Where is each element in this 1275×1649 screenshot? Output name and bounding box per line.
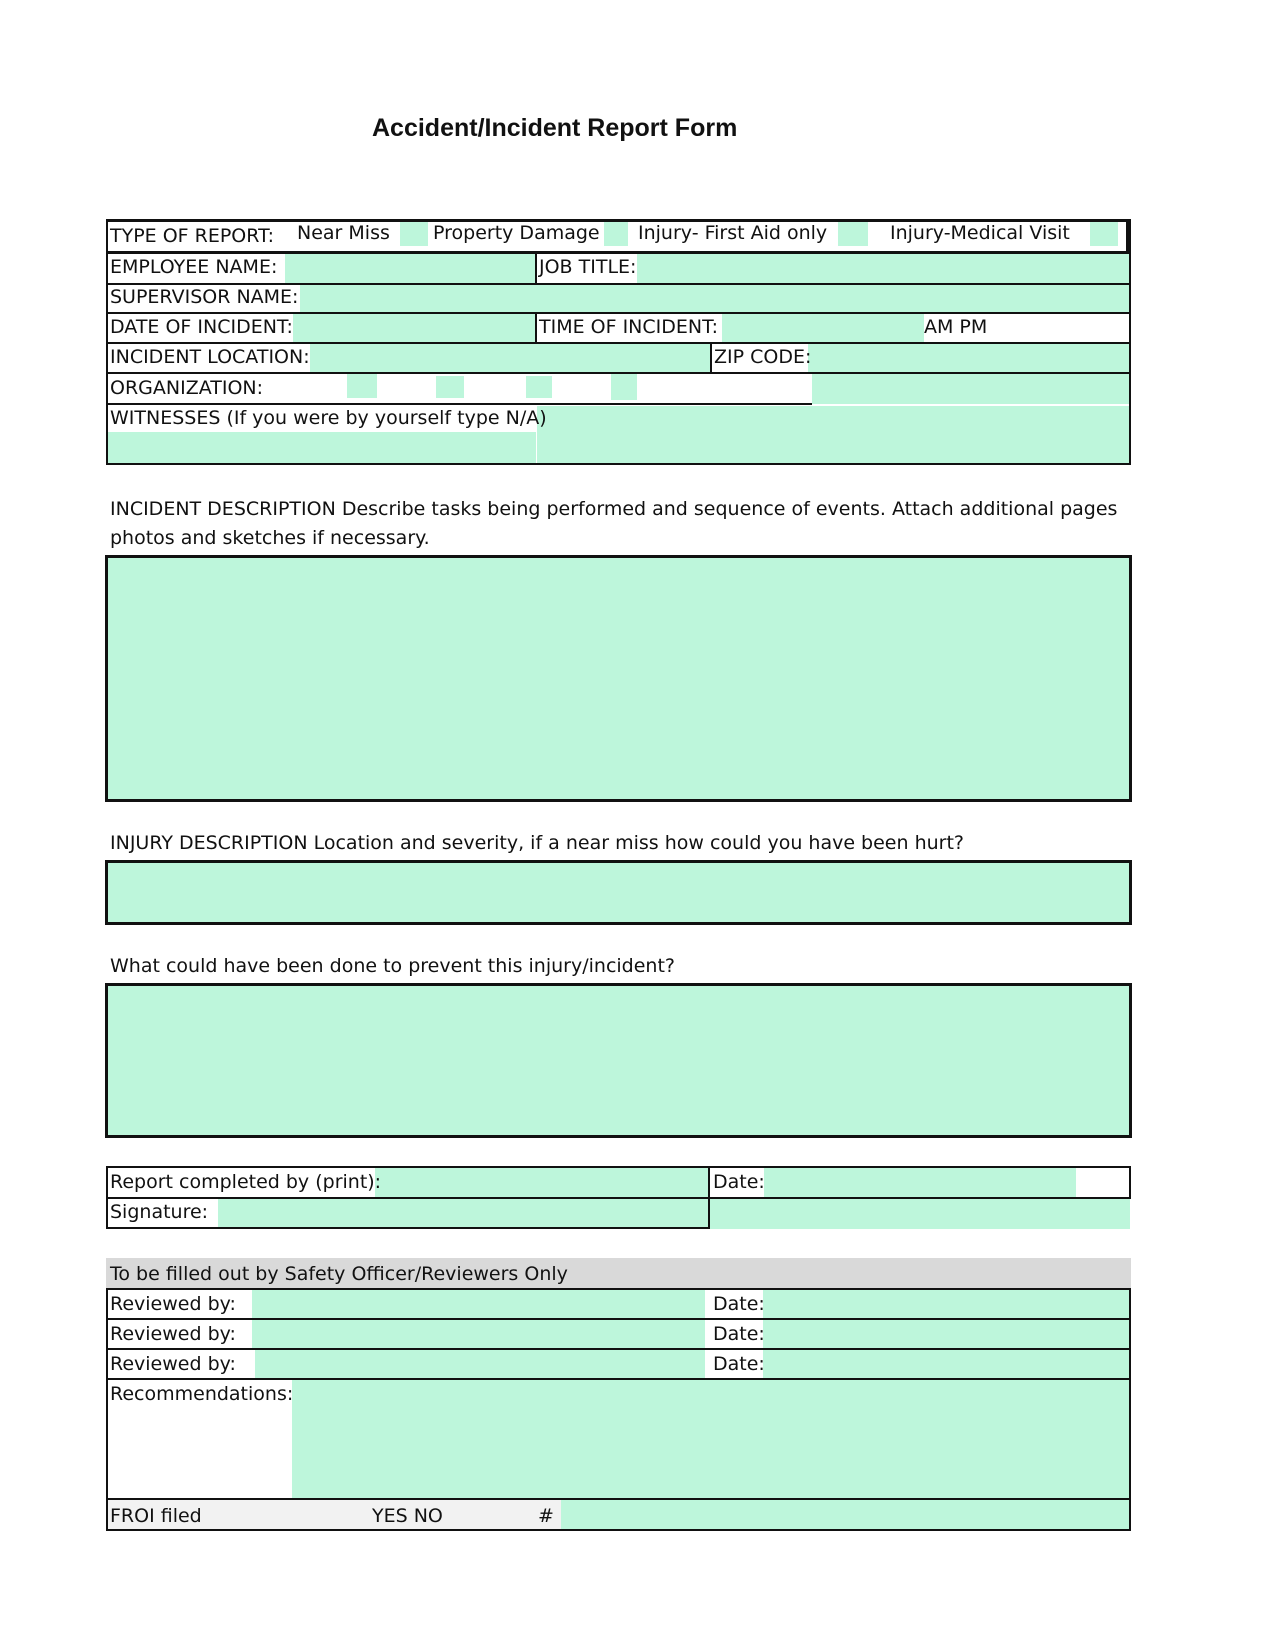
- organization-checkbox-4[interactable]: [611, 374, 637, 400]
- reviewed-by-input-2[interactable]: [252, 1320, 705, 1348]
- zip-code-label: ZIP CODE:: [714, 346, 812, 368]
- froi-filed-label: FROI filed: [110, 1505, 202, 1527]
- organization-checkbox-1[interactable]: [347, 374, 377, 398]
- report-completed-by-input[interactable]: [375, 1168, 708, 1197]
- review-date-label-1: Date:: [713, 1293, 765, 1315]
- time-of-incident-label: TIME OF INCIDENT:: [539, 316, 719, 338]
- am-pm-label: AM PM: [924, 316, 988, 338]
- incident-location-input[interactable]: [310, 344, 712, 373]
- supervisor-name-input[interactable]: [300, 284, 1130, 313]
- time-of-incident-input[interactable]: [722, 314, 924, 343]
- organization-checkbox-2[interactable]: [436, 376, 464, 398]
- medical-visit-label: Injury-Medical Visit: [890, 222, 1070, 244]
- prevention-textarea[interactable]: [105, 983, 1132, 1138]
- organization-checkbox-3[interactable]: [526, 376, 552, 398]
- yes-no-label: YES NO: [372, 1505, 443, 1527]
- date-of-incident-input[interactable]: [293, 314, 536, 343]
- zip-code-input[interactable]: [808, 344, 1130, 373]
- froi-number-label: #: [538, 1505, 554, 1527]
- organization-input[interactable]: [812, 374, 1130, 404]
- report-completed-by-label: Report completed by (print):: [110, 1171, 382, 1193]
- signature-input[interactable]: [218, 1199, 708, 1227]
- incident-description-line1: INCIDENT DESCRIPTION Describe tasks being performed and sequence of events. Attach additional pages: [110, 498, 1118, 520]
- reviewer-section-title: To be filled out by Safety Officer/Reviewers Only: [110, 1263, 568, 1285]
- job-title-input[interactable]: [637, 254, 1130, 283]
- reviewed-by-label-2: Reviewed by:: [110, 1323, 236, 1345]
- review-date-input-2[interactable]: [763, 1320, 1130, 1348]
- employee-name-label: EMPLOYEE NAME:: [110, 256, 278, 278]
- witnesses-input-left[interactable]: [106, 432, 536, 464]
- job-title-label: JOB TITLE:: [539, 256, 637, 278]
- completion-date-input[interactable]: [764, 1168, 1076, 1197]
- review-date-input-1[interactable]: [763, 1290, 1130, 1318]
- froi-number-input[interactable]: [561, 1500, 1130, 1530]
- first-aid-checkbox[interactable]: [838, 222, 868, 246]
- completion-date-label: Date:: [713, 1171, 765, 1193]
- supervisor-name-label: SUPERVISOR NAME:: [110, 286, 299, 308]
- incident-description-line2: photos and sketches if necessary.: [110, 527, 430, 549]
- injury-description-label: INJURY DESCRIPTION Location and severity, if a near miss how could you have been hurt?: [110, 832, 965, 854]
- property-damage-label: Property Damage: [433, 222, 600, 244]
- employee-name-input[interactable]: [285, 254, 537, 283]
- review-date-label-2: Date:: [713, 1323, 765, 1345]
- review-date-label-3: Date:: [713, 1353, 765, 1375]
- recommendations-label: Recommendations:: [110, 1383, 294, 1405]
- prevention-label: What could have been done to prevent this injury/incident?: [110, 955, 675, 977]
- signature-right-fill: [710, 1199, 1130, 1229]
- incident-description-textarea[interactable]: [105, 555, 1132, 802]
- review-date-input-3[interactable]: [763, 1350, 1130, 1378]
- type-of-report-label: TYPE OF REPORT:: [110, 225, 274, 247]
- medical-visit-checkbox[interactable]: [1090, 222, 1118, 246]
- witnesses-input-right[interactable]: [537, 406, 1130, 464]
- reviewed-by-label-1: Reviewed by:: [110, 1293, 236, 1315]
- property-damage-checkbox[interactable]: [604, 222, 628, 246]
- form-title: Accident/Incident Report Form: [372, 114, 738, 142]
- injury-description-textarea[interactable]: [105, 860, 1132, 925]
- reviewed-by-input-1[interactable]: [252, 1290, 705, 1318]
- signature-label: Signature:: [110, 1201, 209, 1223]
- near-miss-checkbox[interactable]: [400, 222, 428, 246]
- recommendations-input[interactable]: [292, 1380, 1130, 1498]
- incident-location-label: INCIDENT LOCATION:: [110, 346, 310, 368]
- first-aid-label: Injury- First Aid only: [638, 222, 828, 244]
- witnesses-label: WITNESSES (If you were by yourself type N/A): [110, 407, 547, 429]
- reviewed-by-label-3: Reviewed by:: [110, 1353, 236, 1375]
- near-miss-label: Near Miss: [297, 222, 390, 244]
- reviewed-by-input-3[interactable]: [255, 1350, 705, 1378]
- organization-label: ORGANIZATION:: [110, 377, 264, 399]
- date-of-incident-label: DATE OF INCIDENT:: [110, 316, 293, 338]
